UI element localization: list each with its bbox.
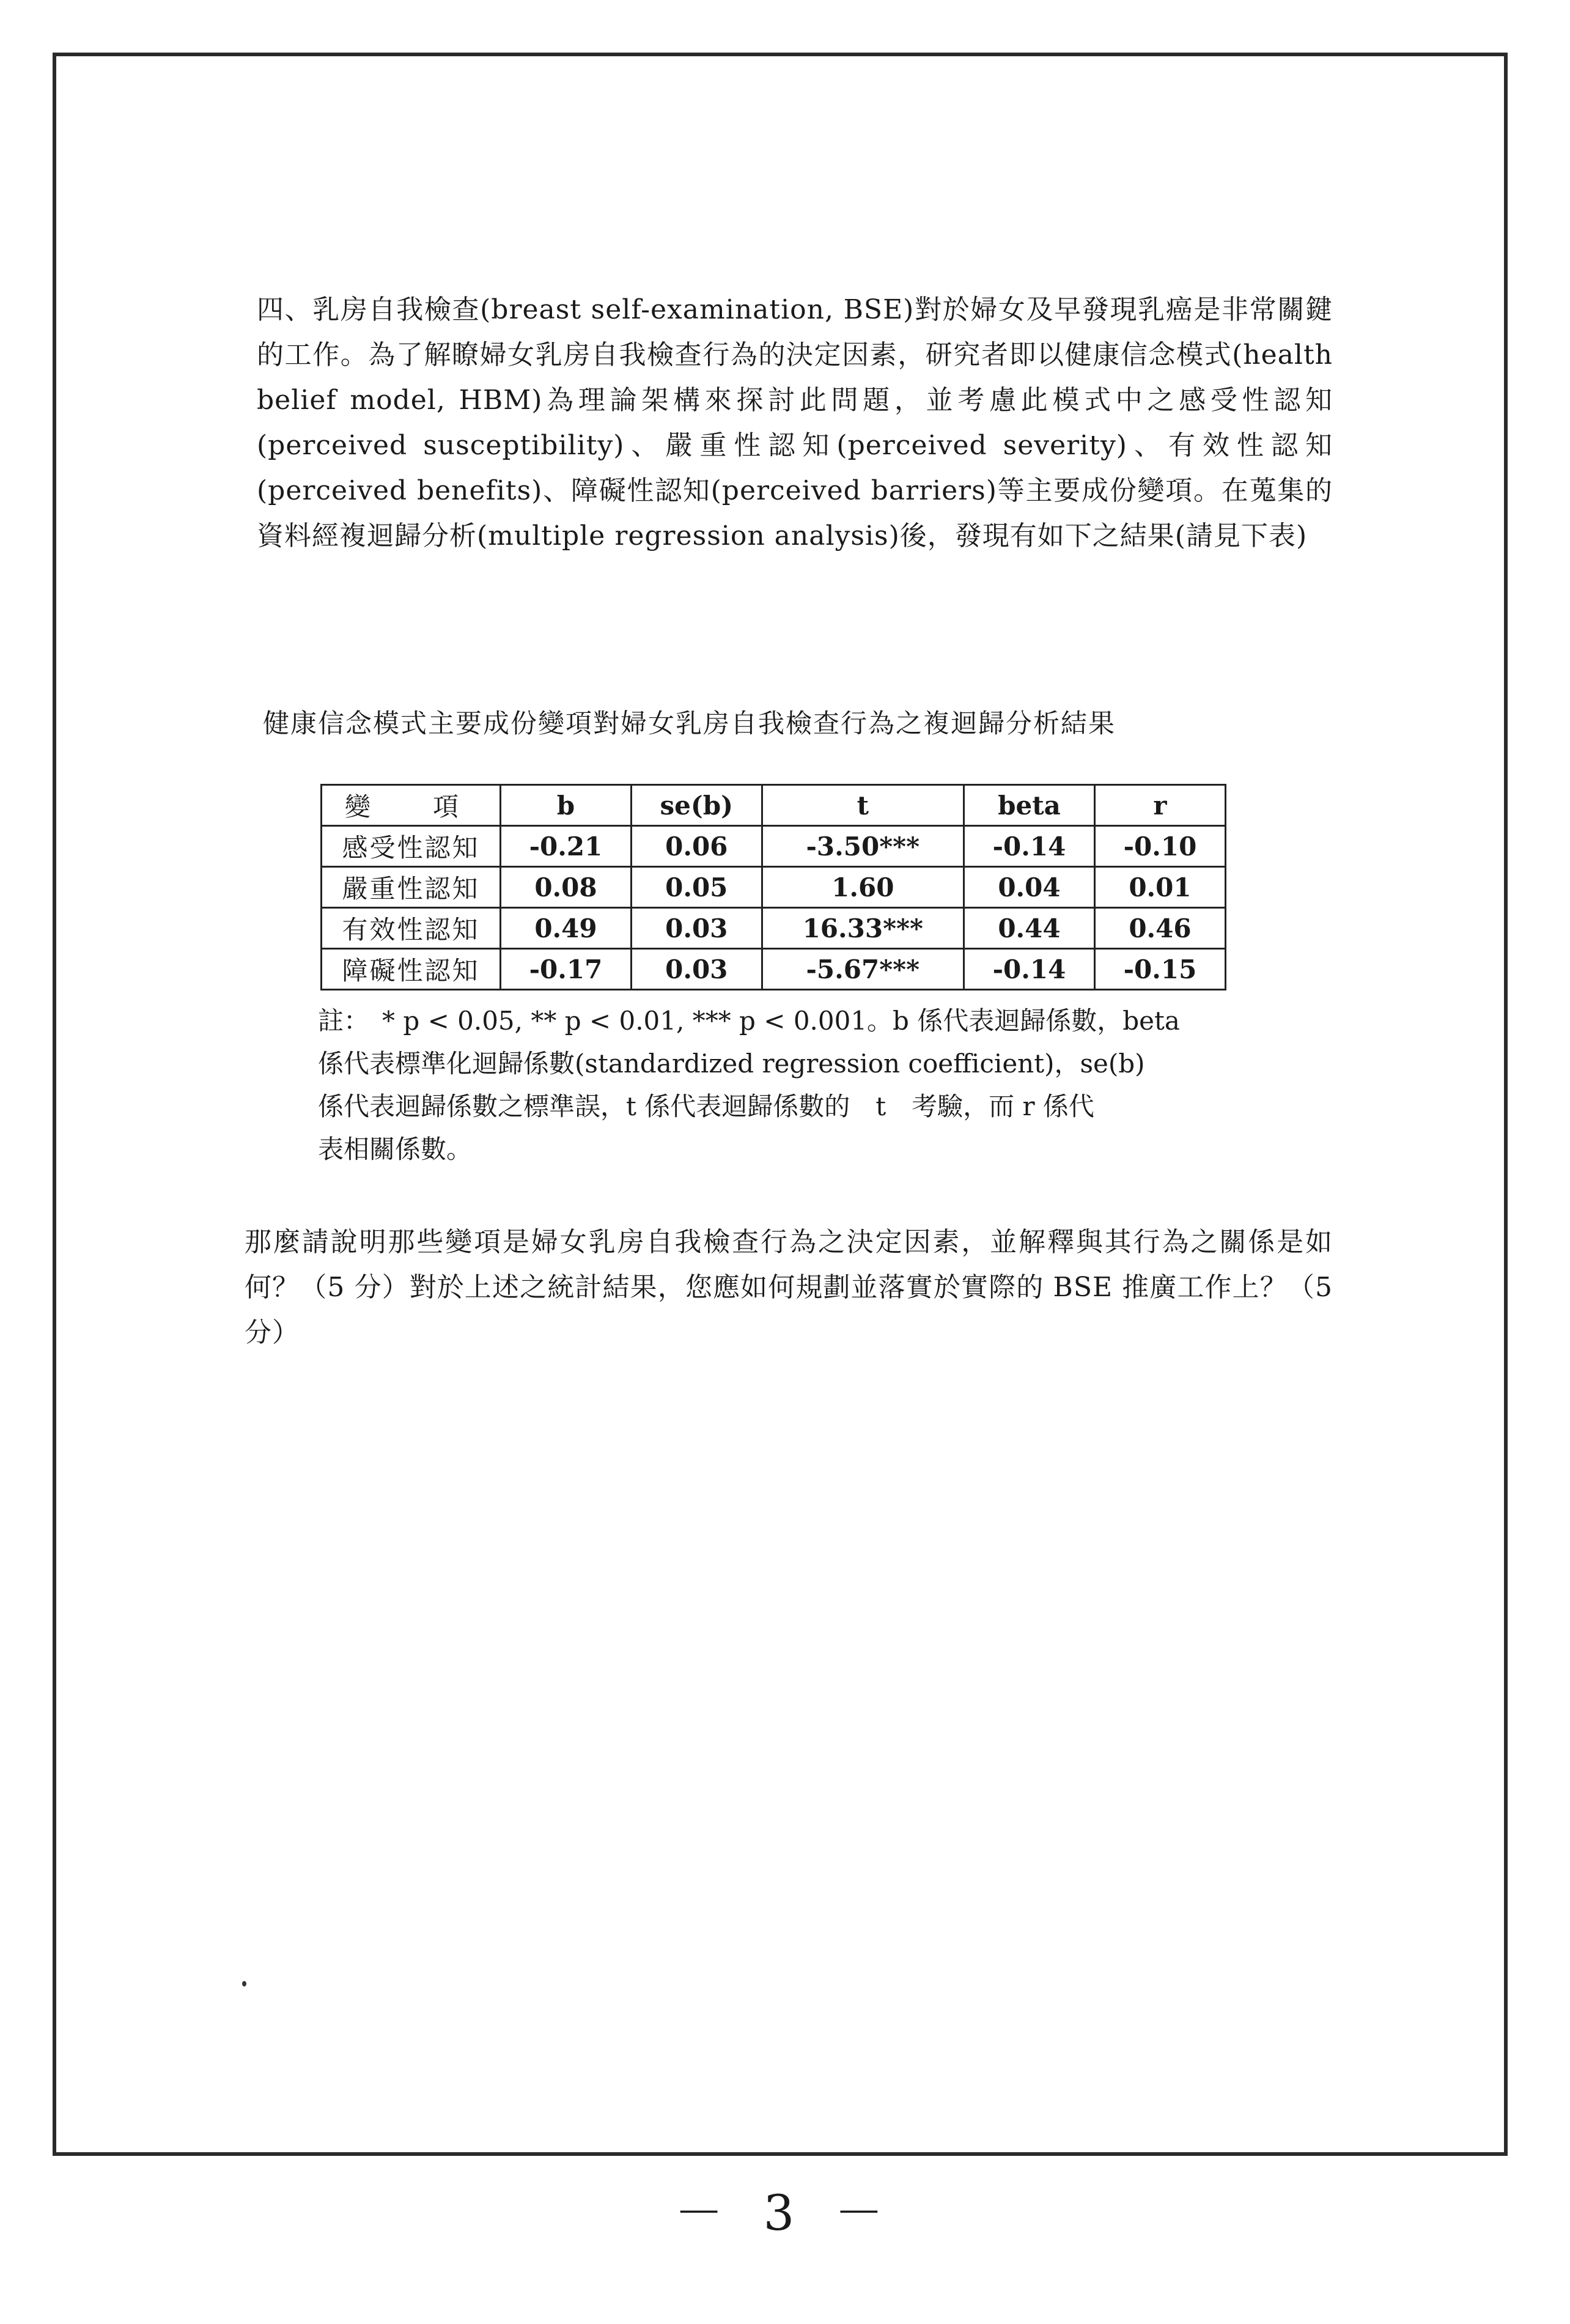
cell-r: -0.15 xyxy=(1094,949,1225,990)
header-r: r xyxy=(1094,785,1225,826)
cell-t: -3.50*** xyxy=(762,826,964,867)
cell-r: 0.46 xyxy=(1094,908,1225,949)
cell-r: 0.01 xyxy=(1094,867,1225,908)
cell-t: -5.67*** xyxy=(762,949,964,990)
cell-beta: 0.04 xyxy=(964,867,1095,908)
cell-b: 0.08 xyxy=(501,867,632,908)
cell-t: 16.33*** xyxy=(762,908,964,949)
note-line-1: 註： * p < 0.05, ** p < 0.01, *** p < 0.001。b 係代表迴歸係數，beta xyxy=(318,1006,1180,1036)
cell-beta: -0.14 xyxy=(964,949,1095,990)
cell-b: 0.49 xyxy=(501,908,632,949)
cell-beta: -0.14 xyxy=(964,826,1095,867)
table-note xyxy=(318,1000,1223,1171)
cell-se-b: 0.05 xyxy=(631,867,762,908)
cell-b: -0.17 xyxy=(501,949,632,990)
cell-beta: 0.44 xyxy=(964,908,1095,949)
cell-t: 1.60 xyxy=(762,867,964,908)
header-variable: 變 項 xyxy=(322,785,501,826)
header-b: b xyxy=(501,785,632,826)
page-number: － 3 － xyxy=(674,2185,896,2241)
table-header-row xyxy=(322,785,1226,826)
table-caption: 健康信念模式主要成份變項對婦女乳房自我檢查行為之複迴歸分析結果 xyxy=(263,709,1116,739)
question-paragraph: 四、乳房自我檢查(breast self-examination, BSE)對於婦女及早發現乳癌是非常關鍵的工作。為了解瞭婦女乳房自我檢查行為的決定因素，研究者即以健康信念模式(health belief model, HBM)為理論架構來探討此問題，並考慮此模式中之感受性認知(perceived susceptibility)、嚴重性認知(perceived severity)、有效性認知(perceived benefits)、障礙性認知(perceived barriers)等主要成份變項。在蒐集的資料經複迴歸分析(multiple regression analysis)後，發現有如下之結果(請見下表) xyxy=(257,294,1333,551)
scan-speck xyxy=(242,1981,246,1986)
header-beta: beta xyxy=(964,785,1095,826)
cell-se-b: 0.03 xyxy=(631,949,762,990)
row-label: 有效性認知 xyxy=(322,908,501,949)
table-row xyxy=(322,826,1226,867)
header-se-b: se(b) xyxy=(631,785,762,826)
row-label: 感受性認知 xyxy=(322,826,501,867)
note-line-3: 係代表迴歸係數之標準誤，t 係代表迴歸係數的 t 考驗，而 r 係代 xyxy=(318,1091,1094,1121)
question-prompt: 那麼請說明那些變項是婦女乳房自我檢查行為之決定因素，並解釋與其行為之關係是如何？（5 分）對於上述之統計結果，您應如何規劃並落實於實際的 BSE 推廣工作上？（5分） xyxy=(245,1227,1333,1348)
cell-se-b: 0.03 xyxy=(631,908,762,949)
row-label: 障礙性認知 xyxy=(322,949,501,990)
regression-table xyxy=(320,784,1226,990)
note-line-2: 係代表標準化迴歸係數(standardized regression coefficient)，se(b) xyxy=(318,1049,1145,1079)
cell-r: -0.10 xyxy=(1094,826,1225,867)
table-row xyxy=(322,867,1226,908)
cell-se-b: 0.06 xyxy=(631,826,762,867)
header-t: t xyxy=(762,785,964,826)
table-row xyxy=(322,949,1226,990)
row-label: 嚴重性認知 xyxy=(322,867,501,908)
cell-b: -0.21 xyxy=(501,826,632,867)
note-line-4: 表相關係數。 xyxy=(318,1134,473,1164)
table-row xyxy=(322,908,1226,949)
